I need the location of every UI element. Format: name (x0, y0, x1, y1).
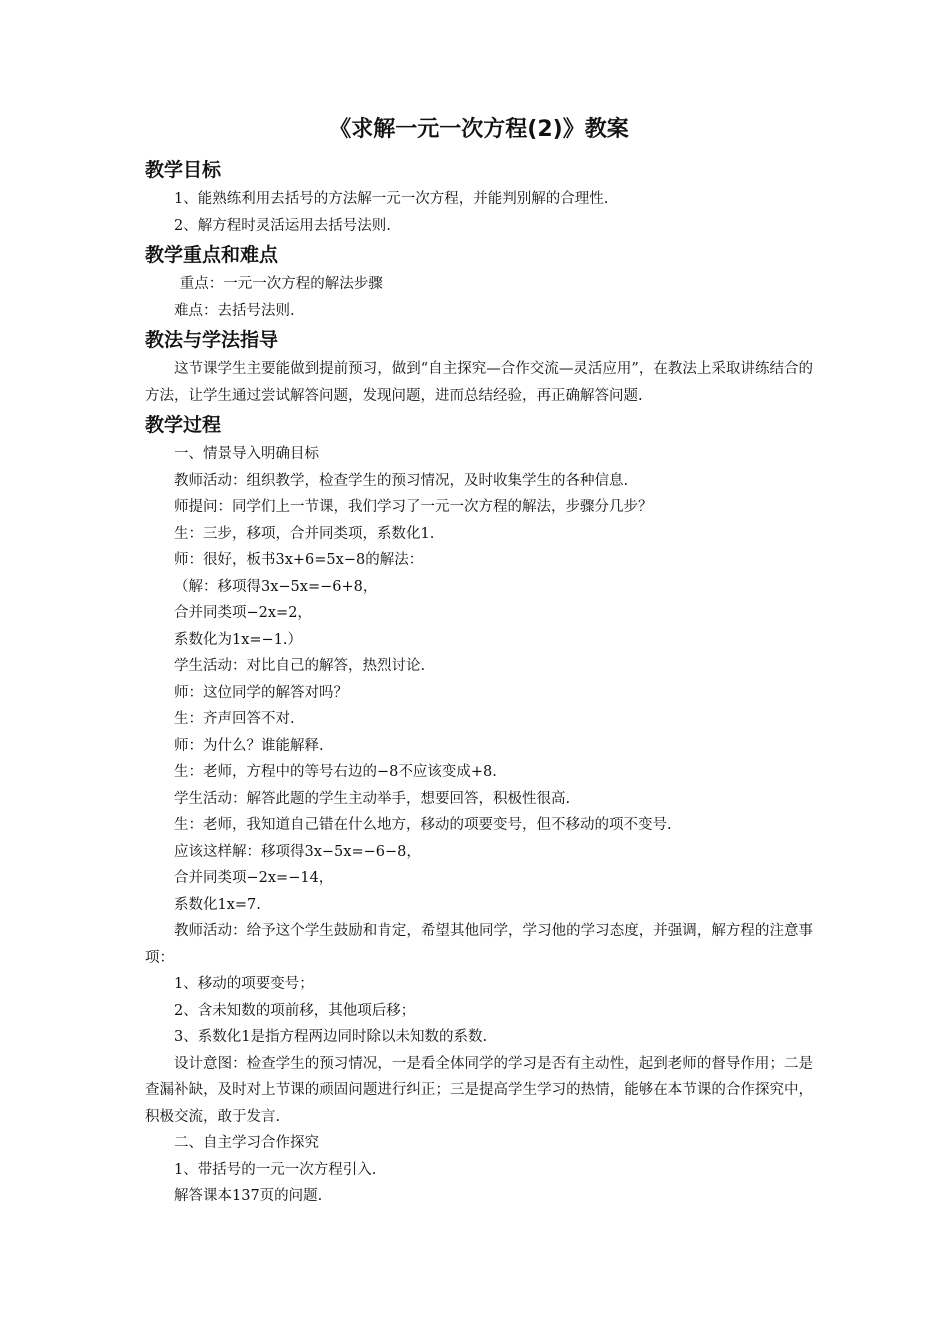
process-line: 生：三步，移项，合并同类项，系数化1. (174, 525, 435, 542)
section-heading-teaching-process: 教学过程 (145, 414, 222, 436)
section-heading-key-points: 教学重点和难点 (145, 244, 279, 266)
key-point-item: 重点：一元一次方程的解法步骤 (179, 276, 383, 292)
goal-item: 1、能熟练利用去括号的方法解一元一次方程，并能判别解的合理性. (174, 191, 609, 207)
process-line: 师：很好，板书3x+6=5x−8的解法： (174, 552, 424, 568)
process-line: 教师活动：组织教学，检查学生的预习情况，及时收集学生的各种信息. (174, 472, 629, 489)
process-line: 1、带括号的一元一次方程引入. (174, 1161, 377, 1178)
difficulty-item: 难点：去括号法则. (174, 302, 295, 319)
document-content (145, 112, 813, 1210)
process-line: 解答课本137页的问题. (174, 1188, 323, 1204)
process-line: 合并同类项−2x=−14， (174, 870, 334, 886)
section-heading-teaching-goals: 教学目标 (145, 159, 222, 181)
process-line: 一、情景导入明确目标 (174, 446, 319, 462)
process-line: 师：这位同学的解答对吗？ (174, 684, 348, 701)
process-line: 合并同类项−2x=2， (174, 605, 312, 621)
process-line: 系数化为1x=−1.） (174, 631, 303, 648)
section-heading-teaching-method: 教法与学法指导 (145, 329, 279, 351)
process-line: 生：老师，我知道自己错在什么地方，移动的项要变号，但不移动的项不变号. (174, 817, 672, 833)
process-line: 学生活动：解答此题的学生主动举手，想要回答，积极性很高. (174, 790, 571, 807)
process-line: 生：齐声回答不对. (174, 711, 295, 727)
method-paragraph: 这节课学生主要能做到提前预习，做到“自主探究—合作交流—灵活应用”，在教法上采取讲练结合的方法，让学生通过尝试解答问题，发现问题，进而总结经验，再正确解答问题. (145, 361, 813, 404)
process-line: 学生活动：对比自己的解答，热烈讨论. (174, 658, 426, 674)
process-line: 系数化1x=7. (174, 896, 261, 913)
process-paragraph: 教师活动：给予这个学生鼓励和肯定，希望其他同学，学习他的学习态度，并强调，解方程的注意事项： (145, 923, 813, 966)
goal-item: 2、解方程时灵活运用去括号法则. (174, 217, 391, 234)
process-line: 2、含未知数的项前移，其他项后移； (174, 1002, 416, 1019)
design-intent-paragraph: 设计意图：检查学生的预习情况，一是看全体同学的学习是否有主动性，起到老师的督导作用；二是查漏补缺，及时对上节课的顽固问题进行纠正；三是提高学生学习的热情，能够在本节课的合作探究中，积极交流，敢于发言. (145, 1055, 813, 1125)
process-line: 生：老师，方程中的等号右边的−8不应该变成+8. (174, 764, 497, 780)
process-line: 1、移动的项要变号； (174, 976, 314, 992)
process-line: 3、系数化1是指方程两边同时除以未知数的系数. (174, 1029, 488, 1045)
process-line: 师提问：同学们上一节课，我们学习了一元一次方程的解法，步骤分几步？ (174, 499, 653, 515)
process-line: 师：为什么？谁能解释. (174, 737, 324, 754)
process-line: 应该这样解：移项得3x−5x=−6−8， (174, 843, 421, 860)
document-title: 《求解一元一次方程(2)》教案 (329, 117, 629, 142)
process-line: （解：移项得3x−5x=−6+8， (174, 578, 378, 595)
process-line: 二、自主学习合作探究 (174, 1135, 319, 1151)
